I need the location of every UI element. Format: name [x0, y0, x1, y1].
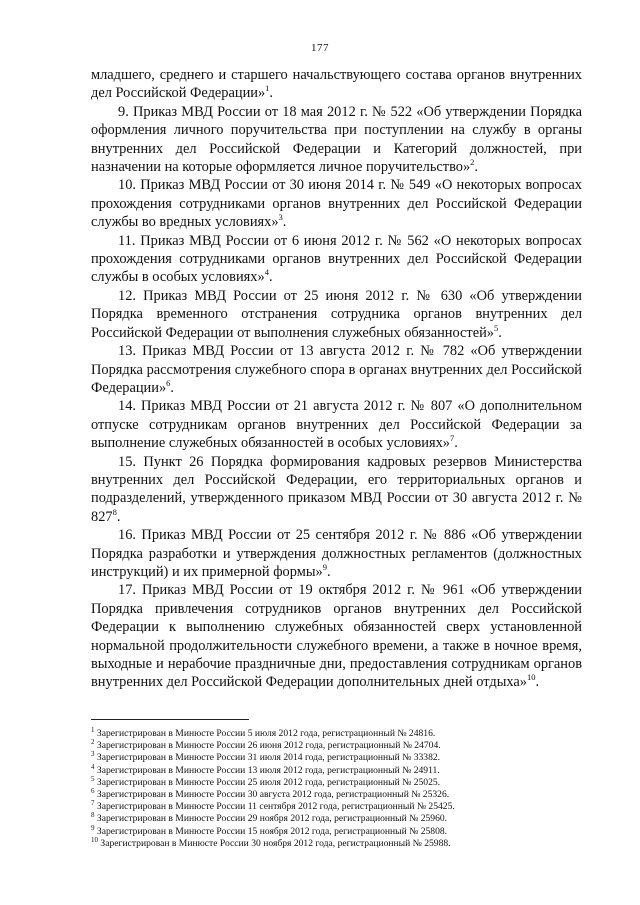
paragraph [91, 287, 582, 342]
paragraph-tail: . [535, 674, 540, 691]
footnote [91, 752, 582, 764]
footnote-number: 9 [91, 823, 95, 832]
paragraph [91, 232, 582, 287]
paragraph-tail: . [116, 508, 121, 525]
footnote-ref: 8 [112, 506, 117, 517]
footnote-text: Зарегистрирован в Минюсте России 31 июля 2014 года, регистрационный № 33382. [96, 752, 441, 764]
paragraph-tail: . [269, 85, 274, 102]
paragraph [91, 581, 582, 691]
footnote-number: 2 [91, 738, 95, 747]
footnote-text: Зарегистрирован в Минюсте России 26 июня 2012 года, регистрационный № 24704. [96, 740, 441, 752]
footnote-ref: 6 [166, 378, 171, 389]
footnotes [91, 725, 582, 850]
footnote-number: 3 [91, 750, 95, 759]
footnote-number: 7 [91, 799, 95, 808]
footnote [91, 740, 582, 752]
footnote-ref: 9 [322, 562, 327, 573]
paragraph [91, 397, 582, 452]
paragraph [91, 526, 582, 581]
footnote [91, 725, 582, 740]
paragraph-tail: . [474, 159, 479, 176]
footnote-separator [91, 719, 249, 720]
paragraph-tail: . [498, 324, 502, 341]
footnote [91, 801, 582, 813]
paragraph [91, 66, 582, 103]
paragraph-tail: . [170, 379, 175, 396]
paragraph [91, 453, 582, 527]
paragraph-tail: . [326, 563, 331, 580]
footnote-number: 10 [91, 835, 98, 844]
paragraph-text: 15. Пункт 26 Порядка формирования кадровых резервов Министерства внутренних дел Российской Федерации, его территориальных органов и подразделений, утвержденного приказом МВД России от 30 августа 2012 г. № 827 [91, 453, 582, 525]
paragraph-text: младшего, среднего и старшего начальствующего состава органов внутренних дел Российской Федерации» [91, 67, 582, 102]
footnote-ref: 4 [264, 267, 269, 278]
paragraph-text: 16. Приказ МВД России от 25 сентября 2012 г. № 886 «Об утверждении Порядка разработки и утверждения должностных регламентов (должностных инструкций) и их примерной формы» [91, 527, 582, 580]
document-body [91, 66, 582, 692]
footnote [91, 823, 582, 838]
footnote-ref: 7 [449, 433, 455, 444]
paragraph-text: 10. Приказ МВД России от 30 июня 2014 г. № 549 «О некоторых вопросах прохождения сотрудниками органов внутренних дел Российской Федерации службы во вредных условиях» [91, 177, 582, 231]
footnote-text: Зарегистрирован в Минюсте России 15 ноября 2012 года, регистрационный № 25808. [96, 825, 448, 837]
footnote-number: 6 [91, 786, 95, 795]
paragraph-text: 14. Приказ МВД России от 21 августа 2012 г. № 807 «О дополнительном отпуске сотрудникам органов внутренних дел Российской Федерации за выполнение служебных обязанностей в особых условиях» [91, 398, 582, 452]
footnote-ref: 1 [265, 83, 270, 94]
footnote-ref: 10 [526, 672, 536, 683]
footnote-number: 4 [91, 762, 95, 771]
paragraph-tail: . [454, 435, 458, 452]
footnote-ref: 5 [494, 322, 499, 333]
footnote [91, 762, 582, 777]
footnote-text: Зарегистрирован в Минюсте России 11 сентября 2012 года, регистрационный № 25425. [96, 801, 455, 813]
paragraph-text: 9. Приказ МВД России от 18 мая 2012 г. № 522 «Об утверждении Порядка оформления личного поручительства при поступлении на службу в органы внутренних дел Российской Федерации и Категорий должностей, при назначении на которые оформляется личное поручительство» [91, 103, 582, 176]
footnote-text: Зарегистрирован в Минюсте России 30 ноября 2012 года, регистрационный № 25988. [100, 837, 451, 849]
paragraph-text: 12. Приказ МВД России от 25 июня 2012 г. № 630 «Об утверждении Порядка временного отстранения сотрудника органов внутренних дел Российской Федерации от выполнения служебных обязанностей» [91, 287, 582, 341]
footnote-ref: 2 [470, 157, 475, 168]
footnote [91, 813, 582, 825]
paragraph [91, 176, 582, 231]
footnote-text: Зарегистрирован в Минюсте России 25 июля 2012 года, регистрационный № 25025. [96, 776, 441, 788]
footnote-text: Зарегистрирован в Минюсте России 13 июля 2012 года, регистрационный № 24911. [96, 764, 440, 776]
footnote-ref: 3 [278, 212, 283, 223]
paragraph-text: 17. Приказ МВД России от 19 октября 2012 г. № 961 «Об утверждении Порядка привлечения сотрудников органов внутренних дел Российской Федерации к выполнению служебных обязанностей сверх установленной нормальной продолжительности служебного времени, а также в ночное время, выходные и нерабочие праздничные дни, предоставления сотрудникам органов внутренних дел Российской Федерации дополнительных дней отдыха» [91, 582, 582, 691]
footnote-number: 5 [91, 774, 95, 783]
footnote [91, 835, 582, 850]
footnote-text: Зарегистрирован в Минюсте России 30 августа 2012 года, регистрационный № 25326. [96, 789, 450, 801]
paragraph-tail: . [282, 214, 287, 231]
footnote [91, 774, 582, 789]
paragraph-tail: . [268, 269, 273, 286]
paragraph [91, 342, 582, 397]
paragraph [91, 103, 582, 177]
paragraph-text: 13. Приказ МВД России от 13 августа 2012 г. № 782 «Об утверждении Порядка рассмотрения служебного спора в органах внутренних дел Российской Федерации» [91, 343, 582, 396]
page-number: 177 [311, 42, 329, 54]
footnote-number: 1 [91, 725, 95, 734]
footnote-text: Зарегистрирован в Минюсте России 29 ноября 2012 года, регистрационный № 25960. [96, 813, 448, 825]
footnote-text: Зарегистрирован в Минюсте России 5 июля 2012 года, регистрационный № 24816. [96, 728, 436, 739]
footnote [91, 786, 582, 801]
footnote-number: 8 [91, 811, 95, 820]
paragraph-text: 11. Приказ МВД России от 6 июня 2012 г. № 562 «О некоторых вопросах прохождения сотрудниками органов внутренних дел Российской Федерации службы в особых условиях» [91, 232, 582, 286]
